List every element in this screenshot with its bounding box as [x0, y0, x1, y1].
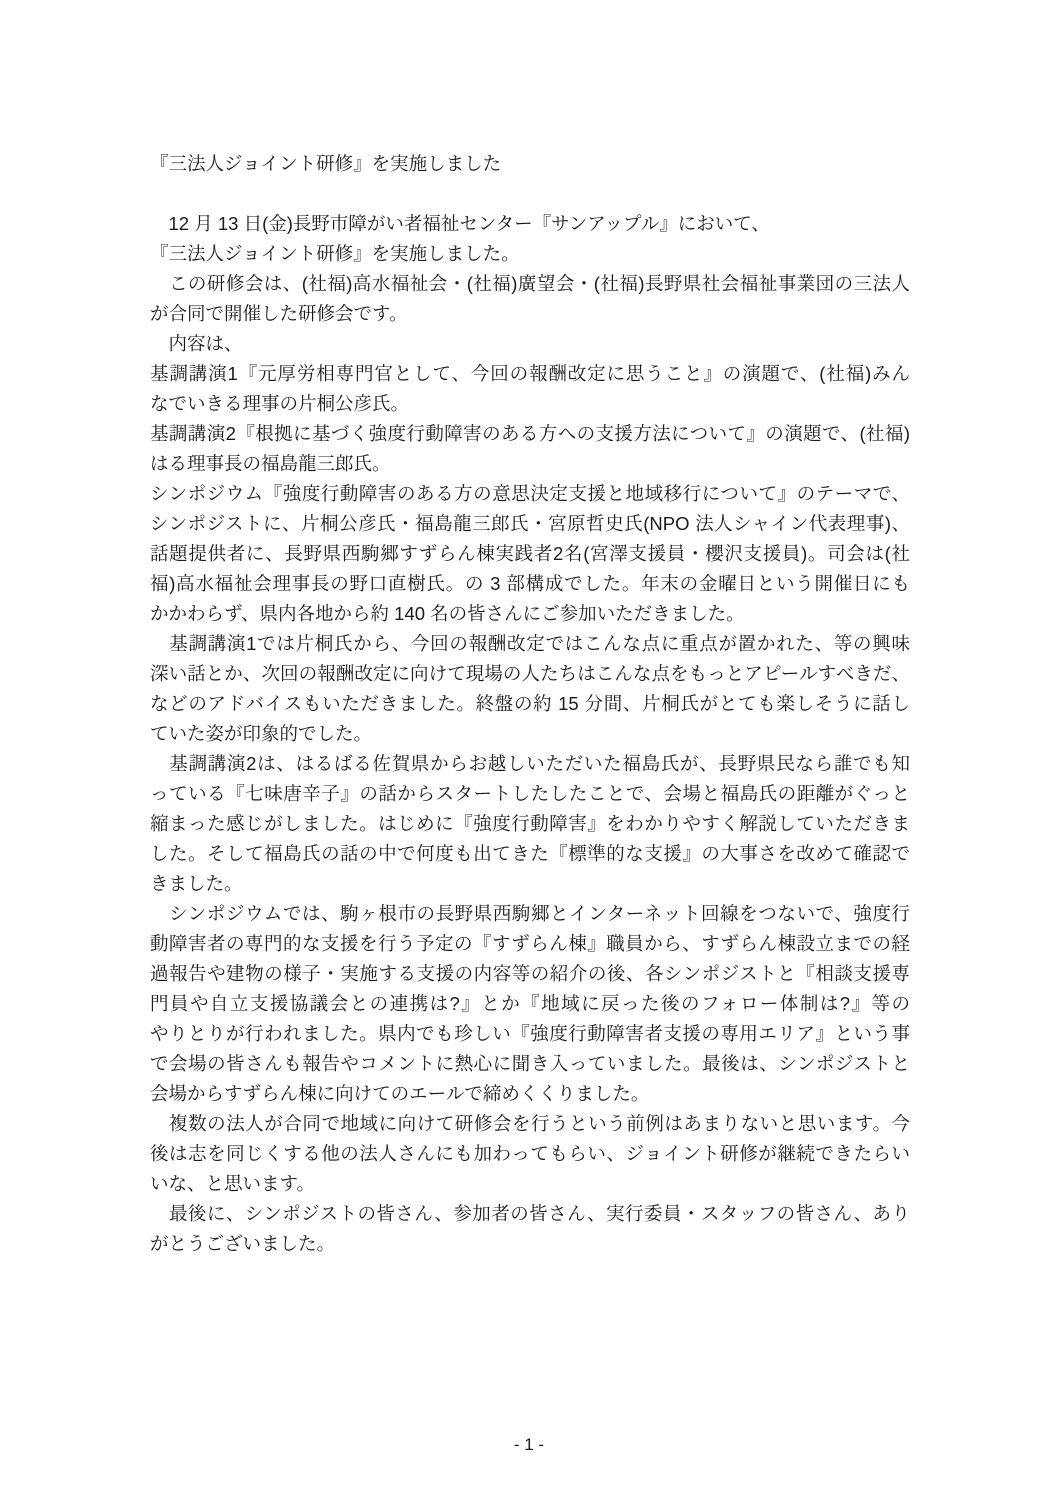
- text-line: シンポジウムでは、駒ヶ根市の長野県西駒郷とインターネット回線をつないで、強度行: [150, 903, 910, 924]
- text-line: この研修会は、(社福)高水福祉会・(社福)廣望会・(社福)長野県社会福祉事業団の三法人: [150, 273, 910, 294]
- text-line: シンポジウム『強度行動障害のある方の意思決定支援と地域移行について』のテーマで、: [150, 483, 910, 504]
- text-line: 過報告や建物の様子・実施する支援の内容等の紹介の後、各シンポジストと『相談支援専: [150, 963, 910, 984]
- text-line: 動障害者の専門的な支援を行う予定の『すずらん棟』職員から、すずらん棟設立までの経: [150, 933, 910, 954]
- text-line: した。そして福島氏の話の中で何度も出てきた『標準的な支援』の大事さを改めて確認で: [150, 843, 910, 864]
- text-line: 内容は、: [150, 333, 243, 354]
- text-line: はる理事長の福島龍三郎氏。: [150, 453, 391, 474]
- text-line: 基調講演2は、はるばる佐賀県からお越しいただいた福島氏が、長野県民なら誰でも知: [150, 753, 910, 774]
- text-line: 縮まった感じがしました。はじめに『強度行動障害』をわかりやすく解説していただきま: [150, 813, 910, 834]
- text-line: 基調講演2『根拠に基づく強度行動障害のある方への支援方法について』の演題で、(社福): [150, 423, 910, 444]
- text-line: かかわらず、県内各地から約 140 名の皆さんにご参加いただきました。: [150, 603, 745, 624]
- text-line: が合同で開催した研修会です。: [150, 303, 408, 324]
- document-body: [150, 149, 910, 1259]
- text-line: 福)高水福祉会理事長の野口直樹氏。の 3 部構成でした。年末の金曜日という開催日にも: [150, 573, 910, 594]
- text-line: きました。: [150, 873, 243, 894]
- text-line: 12 月 13 日(金)長野市障がい者福祉センター『サンアップル』において、: [150, 213, 770, 234]
- text-line: 後は志を同じくする他の法人さんにも加わってもらい、ジョイント研修が継続できたらい: [150, 1143, 910, 1164]
- text-line: 基調講演1では片桐氏から、今回の報酬改定ではこんな点に重点が置かれた、等の興味: [150, 633, 910, 654]
- text-line: 会場からすずらん棟に向けてのエールで締めくくりました。: [150, 1083, 650, 1104]
- page-number: - 1 -: [513, 1435, 545, 1454]
- text-line: いな、と思います。: [150, 1173, 316, 1194]
- text-line: 複数の法人が合同で地域に向けて研修会を行うという前例はあまりないと思います。今: [150, 1113, 910, 1134]
- text-line: やりとりが行われました。県内でも珍しい『強度行動障害者支援の専用エリア』という事: [150, 1023, 910, 1044]
- text-line: 『三法人ジョイント研修』を実施しました。: [150, 243, 520, 264]
- text-line: 門員や自立支援協議会との連携は?』とか『地域に戻った後のフォロー体制は?』等の: [150, 993, 910, 1014]
- text-line: がとうございました。: [150, 1233, 336, 1254]
- text-line: で会場の皆さんも報告やコメントに熱心に聞き入っていました。最後は、シンポジストと: [150, 1053, 910, 1074]
- text-line: ていた姿が印象的でした。: [150, 723, 373, 744]
- document-title: 『三法人ジョイント研修』を実施しました: [150, 153, 502, 174]
- text-line: シンポジストに、片桐公彦氏・福島龍三郎氏・宮原哲史氏(NPO 法人シャイン代表理事)、: [150, 513, 910, 534]
- document-lines: [150, 179, 910, 1259]
- text-line: なでいきる理事の片桐公彦氏。: [150, 393, 410, 414]
- text-line: 話題提供者に、長野県西駒郷すずらん棟実践者2名(宮澤支援員・櫻沢支援員)。司会は(社: [150, 543, 910, 564]
- text-line: っている『七味唐辛子』の話からスタートしたしたことで、会場と福島氏の距離がぐっと: [150, 783, 910, 804]
- text-line: [150, 179, 910, 209]
- text-line: 最後に、シンポジストの皆さん、参加者の皆さん、実行委員・スタッフの皆さん、あり: [150, 1203, 910, 1224]
- text-line: 基調講演1『元厚労相専門官として、今回の報酬改定に思うこと』の演題で、(社福)みん: [150, 363, 910, 384]
- text-line: 深い話とか、次回の報酬改定に向けて現場の人たちはこんな点をもっとアピールすべきだ、: [150, 663, 910, 684]
- text-line: などのアドバイスもいただきました。終盤の約 15 分間、片桐氏がとても楽しそうに話し: [150, 693, 910, 714]
